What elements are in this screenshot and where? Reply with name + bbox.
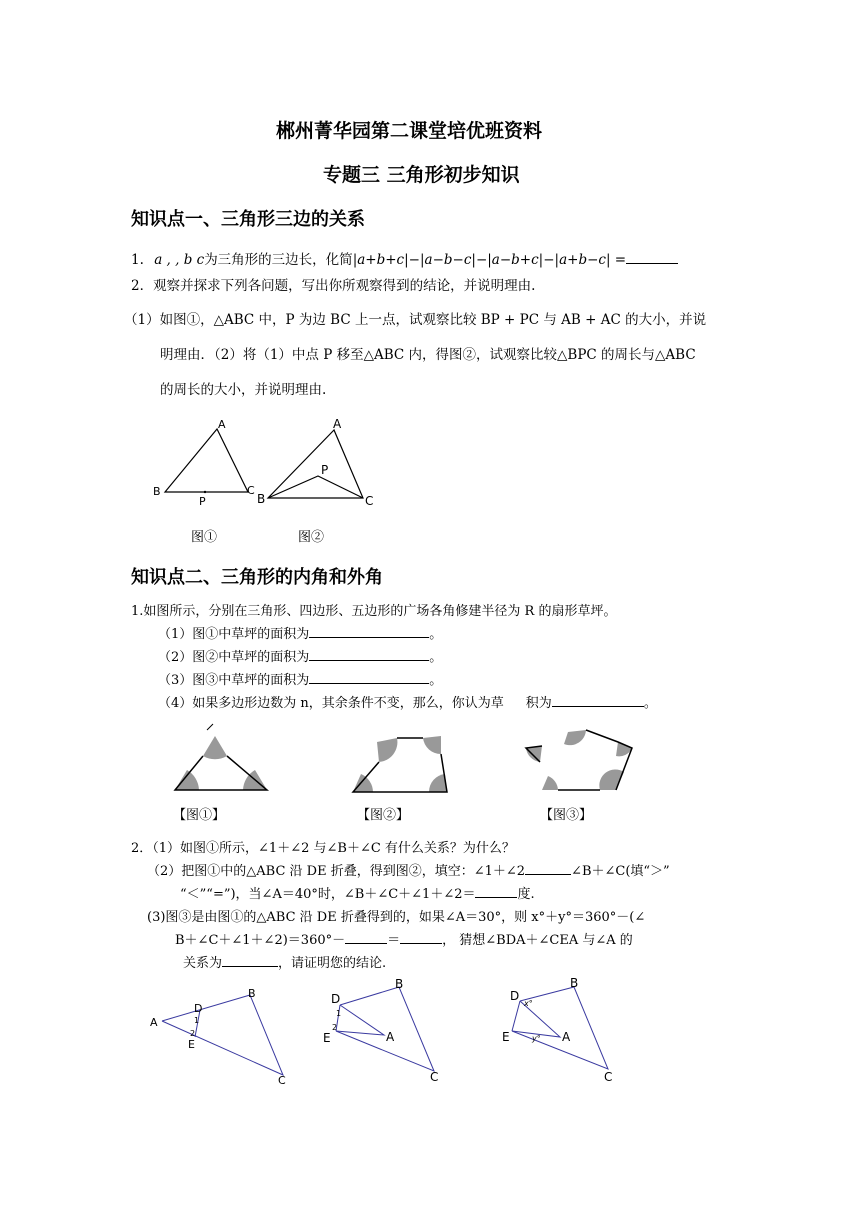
fold3-label-D: D	[510, 989, 520, 1003]
s2-q1c	[158, 669, 442, 688]
fold1-label-1: 1	[194, 1016, 200, 1025]
fold3-label-B: B	[570, 976, 579, 990]
fold2-label-2: 2	[332, 1023, 338, 1032]
s2-q1b-text: （2）图②中草坪的面积为	[158, 650, 310, 665]
lawn-caption-2: 【图②】	[357, 808, 410, 823]
fold3-label-A: A	[562, 1030, 571, 1044]
s2-q1c-blank[interactable]	[309, 683, 429, 684]
page-subtitle: 专题三 三角形初步知识	[323, 164, 520, 186]
fold1-label-2: 2	[190, 1029, 196, 1038]
fold3-label-E: E	[502, 1030, 510, 1044]
s2-q1c-period: 。	[429, 673, 443, 688]
s2-q2-l6	[183, 952, 386, 971]
page-title: 郴州菁华园第二课堂培优班资料	[276, 120, 543, 142]
lawn-pentagon-figure	[520, 726, 640, 798]
fig2-label-P: P	[321, 463, 329, 477]
s2-q2-l2	[147, 860, 670, 879]
fig2-label-B: B	[257, 492, 266, 506]
section1-heading: 知识点一、三角形三边的关系	[131, 209, 365, 230]
s2-q2-l6a: 关系为	[183, 956, 223, 971]
s2-q2-l2-blank[interactable]	[525, 874, 571, 875]
s2-q1c-text: （3）图③中草坪的面积为	[158, 673, 310, 688]
fig1-caption: 图①	[191, 530, 218, 545]
lawn-caption-3: 【图③】	[540, 808, 593, 823]
s2-q2-l5-blank1[interactable]	[345, 943, 387, 944]
s1-q1-prefix: 1.	[131, 252, 144, 268]
fold3-label-y: y°	[532, 1034, 541, 1043]
fold2-label-D: D	[331, 992, 341, 1006]
s2-q1d-text: （4）如果多边形边数为 n，其余条件不变，那么，你认为	[158, 696, 491, 711]
s2-q2-l5	[175, 929, 633, 948]
fig1-label-P: P	[199, 495, 206, 508]
s2-q1b	[158, 646, 442, 665]
s2-q1b-blank[interactable]	[309, 660, 429, 661]
fold2-label-A: A	[386, 1030, 395, 1044]
s1-q1-text: 为三角形的三边长，化简	[204, 252, 353, 268]
lawn-caption-1: 【图①】	[173, 808, 226, 823]
s2-q1d-period: 。	[643, 696, 657, 711]
s2-q1a-text: （1）图①中草坪的面积为	[158, 627, 310, 642]
s1-q1	[131, 250, 678, 270]
fig1-label-A: A	[218, 418, 226, 431]
s1-q1-expr: |a+b+c|−|a−b−c|−|a−b+c|−|a+b−c| =	[352, 252, 627, 268]
s2-q1d	[158, 692, 657, 711]
s2-q2-l6-blank[interactable]	[222, 966, 278, 967]
s2-q1d-blank[interactable]	[552, 706, 644, 707]
fig2-label-C: C	[365, 494, 374, 508]
s1-q2-p1-line2: 明理由．（2）将（1）中点 P 移至△ABC 内，得图②，试观察比较△BPC 的周长与△ABC	[160, 347, 696, 363]
s2-q1b-period: 。	[429, 650, 443, 665]
fold1-label-E: E	[188, 1038, 195, 1051]
fold-figure-2	[322, 975, 452, 1087]
s2-q2-l5-blank2[interactable]	[400, 943, 442, 944]
fig2-label-A: A	[333, 417, 342, 431]
s2-q1a-period: 。	[429, 627, 443, 642]
fold1-label-C: C	[278, 1074, 286, 1087]
fig2-caption: 图②	[298, 530, 325, 545]
fold2-label-B: B	[395, 977, 404, 991]
s2-q2-l6b: ，请证明您的结论.	[278, 956, 387, 971]
s2-q2-l5c: ， 猜想∠BDA＋∠CEA 与∠A 的	[442, 933, 633, 948]
s2-q2-l3-blank[interactable]	[475, 897, 517, 898]
triangle-figure-2	[255, 412, 385, 512]
s2-q1d-mid2: 积为	[525, 696, 552, 711]
s2-q1a-blank[interactable]	[309, 637, 429, 638]
s2-q2-l2b: ∠B＋∠C(填“＞”	[571, 864, 670, 879]
s2-q1d-mid: 草	[490, 696, 504, 711]
s2-q1a	[158, 623, 442, 642]
s2-q1: 1.如图所示，分别在三角形、四边形、五边形的广场各角修建半径为 R 的扇形草坪。	[131, 604, 617, 619]
fig1-label-B: B	[153, 485, 161, 498]
section2-heading: 知识点二、三角形的内角和外角	[131, 567, 383, 588]
fold3-label-C: C	[604, 1070, 613, 1084]
s1-q1-vars: a , , b c	[154, 252, 205, 268]
s2-q2-l1: 2．（1）如图①所示，∠1＋∠2 与∠B＋∠C 有什么关系？为什么？	[131, 841, 515, 856]
lawn-quadrilateral-figure	[335, 732, 460, 800]
fold-figure-1	[148, 985, 298, 1090]
s2-q2-l5b: ＝	[387, 933, 401, 948]
fold1-label-D: D	[194, 1002, 203, 1015]
s1-q2: 2．观察并探求下列各问题，写出你所观察得到的结论，并说明理由.	[131, 278, 536, 294]
lawn-triangle-figure	[155, 722, 280, 797]
triangle-figure-1	[150, 415, 270, 510]
s1-q2-p1-line3: 的周长的大小，并说明理由.	[160, 382, 327, 398]
s2-q2-l5a: B＋∠C＋∠1＋∠2)＝360°－	[175, 933, 346, 948]
fold3-label-x: x°	[524, 999, 533, 1008]
s2-q2-l3b: 度.	[517, 887, 535, 902]
s2-q2-l3	[180, 883, 535, 902]
fig1-label-C: C	[247, 484, 255, 497]
fold-figure-3	[500, 973, 630, 1085]
s1-q1-blank[interactable]	[626, 263, 678, 264]
s1-q2-p1-line1: （1）如图①，△ABC 中，P 为边 BC 上一点，试观察比较 BP + PC 与 AB + AC 的大小，并说	[124, 312, 707, 328]
s2-q2-l4: (3)图③是由图①的△ABC 沿 DE 折叠得到的，如果∠A＝30°，则 x°＋y°＝360°－(∠	[147, 910, 646, 925]
fold1-label-A: A	[150, 1016, 158, 1029]
fold2-label-E: E	[323, 1031, 331, 1045]
s2-q2-l3a: “＜”“=”)，当∠A＝40°时，∠B＋∠C＋∠1＋∠2＝	[180, 887, 476, 902]
fold2-label-1: 1	[336, 1009, 342, 1018]
fold2-label-C: C	[430, 1070, 439, 1084]
s2-q2-l2a: （2）把图①中的△ABC 沿 DE 折叠，得到图②，填空：∠1＋∠2	[147, 864, 526, 879]
fold1-label-B: B	[248, 987, 256, 1000]
